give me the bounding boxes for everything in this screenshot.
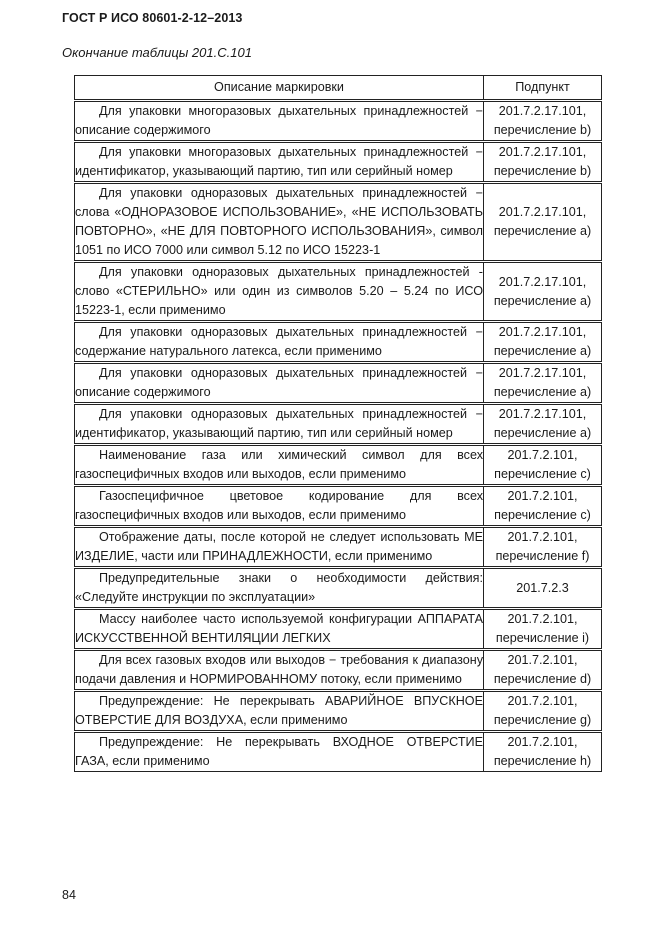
description-cell [75, 691, 484, 732]
clause-cell: 201.7.2.17.101, перечисление b) [484, 142, 602, 183]
table-row [75, 262, 602, 322]
marking-table [74, 75, 602, 772]
clause-cell: 201.7.2.17.101, перечисление a) [484, 262, 602, 322]
description-text: Для упаковки одноразовых дыхательных принадлежностей − слова «ОДНОРАЗОВОЕ ИСПОЛЬЗОВАНИЕ», «НЕ ИСПОЛЬЗОВАТЬ ПОВТОРНО», «НЕ ДЛЯ ПОВТОРНОГО ИСПОЛЬЗОВАНИЯ», символ 1051 по ИСО 7000 или символ 5.12 по ИСО 15223-1 [75, 186, 483, 257]
description-text: Для упаковки одноразовых дыхательных принадлежностей − идентификатор, указывающий партию, тип или серийный номер [75, 407, 483, 440]
table-caption: Окончание таблицы 201.С.101 [62, 45, 252, 60]
description-cell [75, 650, 484, 691]
description-cell [75, 486, 484, 527]
clause-cell: 201.7.2.17.101, перечисление a) [484, 404, 602, 445]
page-number: 84 [62, 888, 76, 902]
description-cell [75, 142, 484, 183]
description-cell [75, 183, 484, 262]
table-body [75, 101, 602, 772]
table-row [75, 527, 602, 568]
description-cell [75, 732, 484, 772]
description-cell [75, 609, 484, 650]
column-header-description: Описание маркировки [75, 76, 484, 101]
table-row [75, 404, 602, 445]
description-cell [75, 262, 484, 322]
description-text: Для упаковки многоразовых дыхательных принадлежностей − идентификатор, указывающий партию, тип или серийный номер [75, 145, 483, 178]
table-row [75, 183, 602, 262]
description-text: Предупреждение: Не перекрывать ВХОДНОЕ ОТВЕРСТИЕ ГАЗА, если применимо [75, 735, 483, 768]
table-row [75, 445, 602, 486]
description-cell [75, 404, 484, 445]
table-row [75, 322, 602, 363]
table-row [75, 691, 602, 732]
description-cell [75, 527, 484, 568]
description-text: Газоспецифичное цветовое кодирование для всех газоспецифичных входов или выходов, если применимо [75, 489, 483, 522]
description-text: Для всех газовых входов или выходов − требования к диапазону подачи давления и НОРМИРОВАННОМУ потоку, если применимо [75, 653, 483, 686]
description-cell [75, 363, 484, 404]
description-text: Для упаковки одноразовых дыхательных принадлежностей − содержание натурального латекса, если применимо [75, 325, 483, 358]
table-row [75, 609, 602, 650]
description-text: Предупредительные знаки о необходимости действия: «Следуйте инструкции по эксплуатации» [75, 571, 483, 604]
table-header-row [75, 76, 602, 101]
description-cell [75, 322, 484, 363]
description-text: Для упаковки одноразовых дыхательных принадлежностей − описание содержимого [75, 366, 483, 399]
description-text: Наименование газа или химический символ для всех газоспецифичных входов или выходов, если применимо [75, 448, 483, 481]
document-header: ГОСТ Р ИСО 80601-2-12–2013 [62, 11, 243, 25]
clause-cell: 201.7.2.101, перечисление h) [484, 732, 602, 772]
clause-cell: 201.7.2.17.101, перечисление a) [484, 183, 602, 262]
clause-cell: 201.7.2.101, перечисление d) [484, 650, 602, 691]
table-row [75, 568, 602, 609]
description-text: Массу наиболее часто используемой конфигурации АППАРАТА ИСКУССТВЕННОЙ ВЕНТИЛЯЦИИ ЛЕГКИХ [75, 612, 483, 645]
table-row [75, 142, 602, 183]
description-cell [75, 445, 484, 486]
clause-cell: 201.7.2.101, перечисление c) [484, 486, 602, 527]
clause-cell: 201.7.2.3 [484, 568, 602, 609]
table-row [75, 650, 602, 691]
description-text: Для упаковки одноразовых дыхательных принадлежностей - слово «СТЕРИЛЬНО» или один из символов 5.20 – 5.24 по ИСО 15223-1, если применимо [75, 265, 483, 317]
clause-cell: 201.7.2.101, перечисление f) [484, 527, 602, 568]
column-header-clause: Подпункт [484, 76, 602, 101]
clause-cell: 201.7.2.17.101, перечисление a) [484, 363, 602, 404]
clause-cell: 201.7.2.101, перечисление c) [484, 445, 602, 486]
description-text: Предупреждение: Не перекрывать АВАРИЙНОЕ ВПУСКНОЕ ОТВЕРСТИЕ ДЛЯ ВОЗДУХА, если применимо [75, 694, 483, 727]
table-row [75, 101, 602, 142]
table-row [75, 486, 602, 527]
clause-cell: 201.7.2.17.101, перечисление b) [484, 101, 602, 142]
description-cell [75, 568, 484, 609]
description-text: Для упаковки многоразовых дыхательных принадлежностей − описание содержимого [75, 104, 483, 137]
description-cell [75, 101, 484, 142]
table-row [75, 732, 602, 772]
table-row [75, 363, 602, 404]
description-text: Отображение даты, после которой не следует использовать МЕ ИЗДЕЛИЕ, части или ПРИНАДЛЕЖНОСТИ, если применимо [75, 530, 483, 563]
clause-cell: 201.7.2.101, перечисление g) [484, 691, 602, 732]
clause-cell: 201.7.2.101, перечисление i) [484, 609, 602, 650]
clause-cell: 201.7.2.17.101, перечисление a) [484, 322, 602, 363]
